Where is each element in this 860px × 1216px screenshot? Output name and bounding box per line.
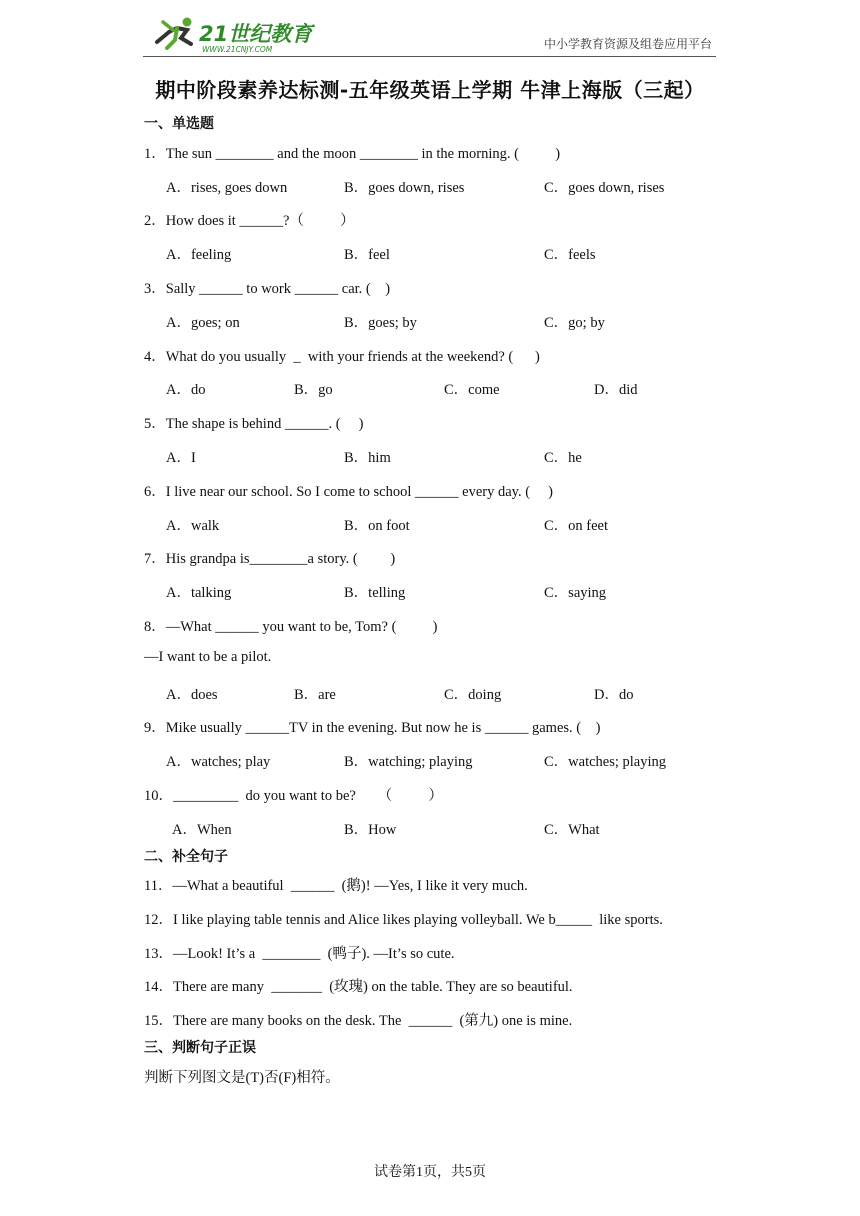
page-footer: 试卷第1页，共5页 [374,1165,486,1180]
section-instruction: 判断下列图文是(T)否(F)相符。 [144,1070,340,1086]
option: D．did [594,382,638,398]
option: C．on feet [544,518,609,534]
logo-21: 21世纪教育 [199,22,313,46]
question-11: 11．—What a beautiful ______ (鹅)! —Yes, I like it very much. [144,878,528,894]
option: B．are [294,687,336,703]
option: B．goes; by [344,315,417,331]
option: C．come [444,382,500,398]
option: B．feel [344,247,390,263]
option: A．walk [166,518,220,534]
option: B．How [344,822,397,838]
option: C．goes down, rises [544,180,665,196]
option: B．watching; playing [344,754,473,770]
option: A．When [172,822,232,838]
question-10: 10．_________ do you want to be? （ ） [144,788,443,804]
question-6: 6．I live near our school. So I come to school ______ every day. ( ) [144,484,553,500]
option: C．go; by [544,315,605,331]
option: A．does [166,687,218,703]
option: A．talking [166,585,232,601]
site-logo [147,14,317,54]
question-9: 9．Mike usually ______TV in the evening. But now he is ______ games. ( ) [144,720,601,736]
question-8: 8．—What ______ you want to be, Tom? ( ) [144,619,438,635]
option: B．telling [344,585,406,601]
question-14: 14．There are many _______ (玫瑰) on the table. They are so beautiful. [144,979,573,995]
logo-url: WWW.21CNJY.COM [202,45,273,54]
option: B．on foot [344,518,410,534]
option: D．do [594,687,634,703]
option: B．goes down, rises [344,180,465,196]
option: A．goes; on [166,315,240,331]
question-8-dialogue: —I want to be a pilot. [144,649,272,665]
option: A．do [166,382,206,398]
option: C．watches; playing [544,754,667,770]
option: C．he [544,450,582,466]
option: A．feeling [166,247,232,263]
question-1: 1．The sun ________ and the moon ________ in the morning. ( ) [144,146,561,162]
option: B．him [344,450,391,466]
option: B．go [294,382,333,398]
question-7: 7．His grandpa is________a story. ( ) [144,551,396,567]
page-header [143,12,716,57]
question-5: 5．The shape is behind ______. ( ) [144,416,364,432]
question-2: 2．How does it ______?（ ） [144,213,355,229]
site-name: 中小学教育资源及组卷应用平台 [543,37,712,51]
question-13: 13．—Look! It’s a ________ (鸭子). —It’s so cute. [144,946,455,962]
section-heading: 一、单选题 [144,116,214,132]
option: C．doing [444,687,502,703]
question-3: 3．Sally ______ to work ______ car. ( ) [144,281,391,297]
section-heading: 二、补全句子 [144,849,228,865]
option: A．rises, goes down [166,180,288,196]
question-15: 15．There are many books on the desk. The ______ (第九) one is mine. [144,1013,573,1029]
option: A．I [166,450,196,466]
option: C．What [544,822,600,838]
section-heading: 三、判断句子正误 [144,1040,256,1056]
option: A．watches; play [166,754,271,770]
question-12: 12．I like playing table tennis and Alice likes playing volleyball. We b_____ like sports. [144,912,663,928]
page-title: 期中阶段素养达标测-五年级英语上学期 牛津上海版（三起） [155,78,705,102]
question-4: 4．What do you usually _ with your friends at the weekend? ( ) [144,349,540,365]
option: C．feels [544,247,596,263]
option: C．saying [544,585,607,601]
